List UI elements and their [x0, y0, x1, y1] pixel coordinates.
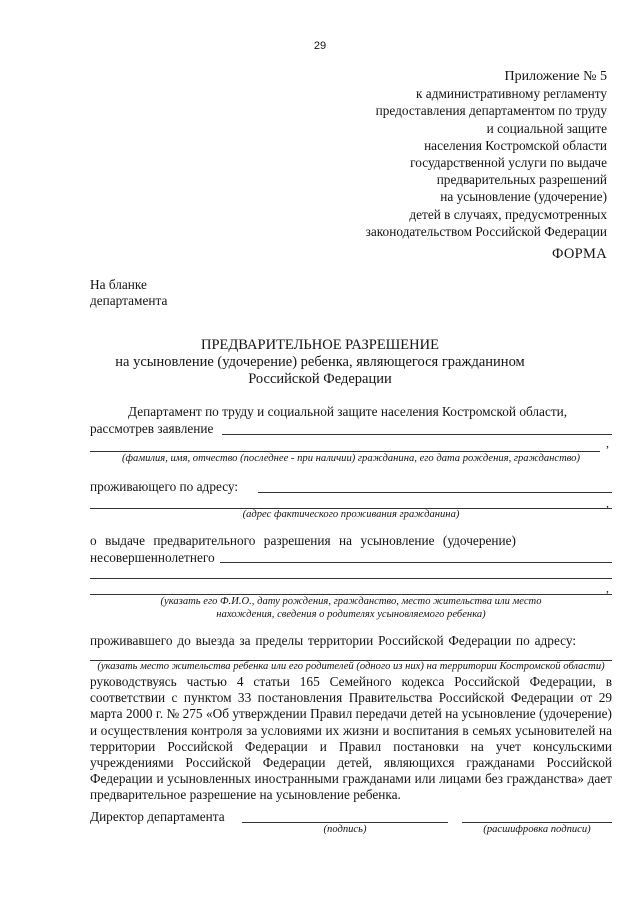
address-field-line[interactable] — [258, 492, 612, 493]
child-field-line-2[interactable] — [90, 578, 612, 579]
intro-text: Департамент по труду и социальной защите населения Костромской области, — [128, 404, 568, 419]
document-title — [0, 337, 640, 388]
residence-hint: (указать место жительства ребенка или его родителей (одного из них) на территории Костромской области) — [97, 661, 605, 672]
issue-line — [90, 532, 516, 549]
document-title-subtitle: на усыновление (удочерение) ребенка, являющегося гражданином — [115, 354, 525, 370]
appendix-line: на усыновление (удочерение) — [440, 189, 607, 205]
issue-word: о — [90, 533, 97, 548]
issue-word: усыновление — [360, 533, 435, 548]
document-title-subtitle: Российской Федерации — [248, 371, 392, 387]
form-label: ФОРМА — [551, 246, 607, 262]
issue-word: выдаче — [105, 533, 145, 548]
legal-basis-paragraph: руководствуясь частью 4 статьи 165 Семейного кодекса Российской Федерации, в соответствии с пунктом 33 постановления Правительства Российской Федерации от 29 марта 2000 г. № 275 «Об утверждении Правил передачи детей на усыновление (удочерение) и осуществления контроля за условиями их жизни и воспитания в семьях усыновителей на территории Российской Федерации и Правил постановки на учет консульскими учреждениями Российской Федерации детей, являющихся гражданами Российской Федерации и усыновленных иностранными гражданами или лицами без гражданства» дает предварительное разрешение на усыновление ребенка. — [90, 674, 612, 803]
letterhead-line: На бланке — [90, 277, 147, 292]
issue-word: разрешения — [263, 533, 331, 548]
appendix-title: Приложение № 5 — [504, 69, 607, 84]
child-hint-line2: нахождения, сведения о родителях усыновляемого ребенка) — [216, 609, 486, 620]
address-hint: (адрес фактического проживания гражданина) — [242, 509, 460, 520]
child-field-line[interactable] — [220, 562, 612, 563]
lived-label: проживавшего до выезда за пределы территории Российской Федерации по адресу: — [90, 633, 577, 648]
appendix-line: законодательством Российской Федерации — [365, 223, 607, 239]
letterhead-note — [90, 277, 167, 309]
application-label: рассмотрев заявление — [90, 421, 214, 436]
applicant-hint: (фамилия, имя, отчество (последнее - при наличии) гражданина, его дата рождения, гражданство) — [121, 453, 581, 464]
comma: , — [606, 436, 609, 450]
page-number: 29 — [313, 40, 327, 52]
appendix-line: предварительных разрешений — [436, 172, 607, 188]
appendix-line: населения Костромской области — [424, 137, 607, 153]
appendix-line: государственной услуги по выдаче — [410, 155, 607, 171]
child-hint-line1: (указать его Ф.И.О., дату рождения, гражданство, место жительства или место — [160, 596, 542, 607]
minor-label: несовершеннолетнего — [90, 550, 215, 565]
issue-word: на — [339, 533, 353, 548]
appendix-line: и социальной защите — [486, 120, 607, 136]
document-title-main: ПРЕДВАРИТЕЛЬНОЕ РАЗРЕШЕНИЕ — [201, 337, 439, 353]
residing-label: проживающего по адресу: — [90, 479, 239, 494]
issue-word: (удочерение) — [442, 533, 516, 548]
comma: , — [606, 581, 609, 595]
comma: , — [606, 496, 609, 510]
letterhead-line: департамента — [90, 293, 168, 308]
appendix-line: предоставления департаментом по труду — [375, 103, 607, 119]
application-field-line[interactable] — [222, 434, 612, 435]
signature-decode-hint: (расшифровка подписи) — [483, 824, 591, 835]
appendix-line: детей в случаях, предусмотренных — [409, 206, 607, 222]
issue-word: предварительного — [153, 533, 256, 548]
signature-hint: (подпись) — [323, 824, 367, 835]
director-label: Директор департамента — [90, 809, 225, 824]
appendix-line: к административному регламенту — [416, 86, 607, 102]
appendix-block — [366, 68, 607, 240]
